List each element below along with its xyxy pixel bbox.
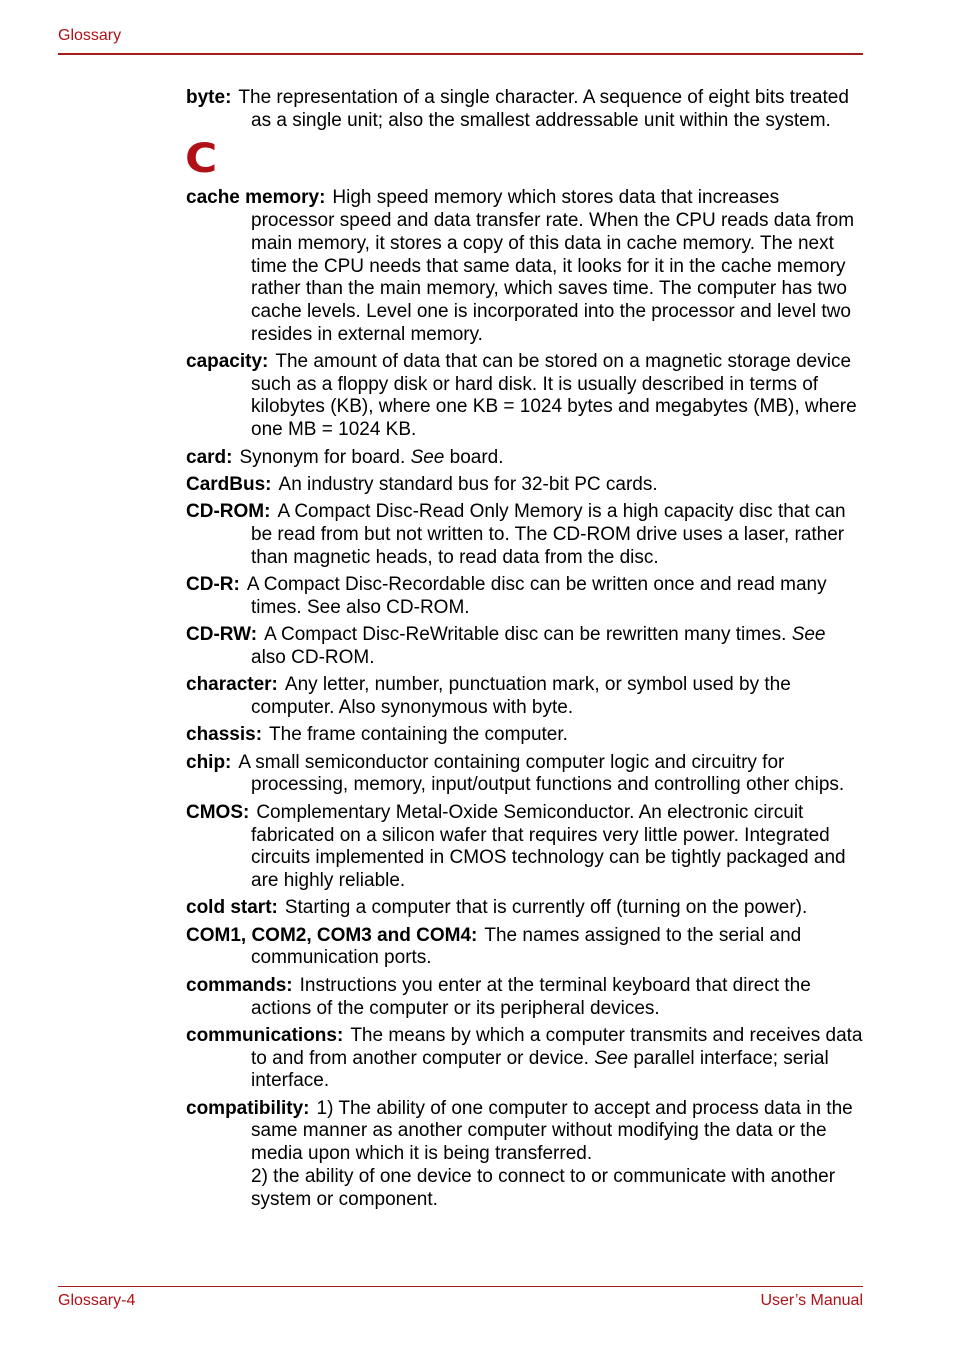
glossary-term: chassis: — [186, 724, 263, 746]
glossary-entry — [186, 474, 863, 497]
glossary-definition: 1) The ability of one computer to accept and process data in the same manner as another computer without modifying the data or the media upon which it is being transferred. — [251, 1097, 853, 1165]
glossary-entry — [186, 624, 863, 669]
glossary-definition: An industry standard bus for 32-bit PC cards. — [278, 473, 658, 495]
glossary-term: CMOS: — [186, 801, 250, 823]
glossary-entry — [186, 802, 863, 893]
glossary-entry — [186, 724, 863, 747]
glossary-entry — [186, 674, 863, 719]
glossary-term: CD-ROM: — [186, 501, 271, 523]
see-reference: See — [791, 624, 826, 646]
glossary-term: byte: — [186, 87, 232, 108]
glossary-definition: The frame containing the computer. — [269, 724, 568, 746]
glossary-entry — [186, 501, 863, 569]
glossary-entry — [186, 1025, 863, 1093]
see-target: parallel interface; serial interface. — [251, 1047, 829, 1092]
glossary-entry — [186, 351, 863, 442]
see-target: also CD-ROM. — [251, 646, 375, 668]
glossary-entry — [186, 574, 863, 619]
glossary-term: chip: — [186, 751, 232, 773]
footer-manual-title: User’s Manual — [760, 1292, 863, 1309]
glossary-term: commands: — [186, 974, 293, 996]
glossary-definition: Complementary Metal-Oxide Semiconductor. An electronic circuit fabricated on a silicon wafer that requires very little power. Integrated circuits implemented in CMOS technology can be tightly packaged and are highly reliable. — [251, 801, 846, 891]
glossary-term: character: — [186, 674, 278, 696]
glossary-entry — [186, 975, 863, 1020]
glossary-entry — [186, 87, 863, 132]
glossary-entries-before — [186, 87, 863, 132]
glossary-term: capacity: — [186, 351, 269, 373]
header-rule — [58, 53, 863, 55]
see-reference: See — [594, 1047, 629, 1069]
glossary-content — [186, 87, 863, 1216]
glossary-definition: Any letter, number, punctuation mark, or symbol used by the computer. Also synonymous with byte. — [251, 674, 791, 718]
see-target: board. — [449, 446, 504, 468]
glossary-entry — [186, 1098, 863, 1212]
glossary-definition: The amount of data that can be stored on a magnetic storage device such as a floppy disk or hard disk. It is usually described in terms of kilobytes (KB), where one KB = 1024 bytes and megabytes (MB), where one MB = 1024 KB. — [251, 351, 857, 441]
glossary-term: compatibility: — [186, 1097, 310, 1119]
glossary-definition: Starting a computer that is currently off (turning on the power). — [284, 897, 808, 919]
glossary-definition-continued: 2) the ability of one device to connect to or communicate with another system or component. — [251, 1165, 836, 1210]
glossary-term: communications: — [186, 1024, 344, 1046]
footer-page-number: Glossary-4 — [58, 1292, 136, 1309]
header-title: Glossary — [58, 27, 122, 44]
glossary-term: COM1, COM2, COM3 and COM4: — [186, 924, 478, 946]
glossary-term: cold start: — [186, 897, 278, 919]
glossary-entry — [186, 447, 863, 470]
glossary-definition: A Compact Disc-ReWritable disc can be rewritten many times. — [264, 624, 787, 646]
glossary-entries — [186, 187, 863, 1211]
glossary-definition: The names assigned to the serial and communication ports. — [251, 924, 802, 969]
glossary-term: cache memory: — [186, 187, 326, 209]
glossary-definition: High speed memory which stores data that increases processor speed and data transfer rate. When the CPU reads data from main memory, it stores a copy of this data in cache memory. The next time the CPU needs that same data, it looks for it in the cache memory rather than the main memory, which saves time. The computer has two cache levels. Level one is incorporated into the processor and level two resides in external memory. — [251, 187, 855, 345]
glossary-term: CardBus: — [186, 473, 272, 495]
glossary-definition: A small semiconductor containing computer logic and circuitry for processing, memory, input/output functions and controlling other chips. — [238, 751, 845, 796]
see-reference: See — [410, 446, 445, 468]
glossary-definition: Instructions you enter at the terminal keyboard that direct the actions of the computer or its peripheral devices. — [251, 974, 811, 1019]
glossary-entry — [186, 187, 863, 346]
footer-rule — [58, 1286, 863, 1287]
glossary-entry — [186, 752, 863, 797]
glossary-definition: The means by which a computer transmits and receives data to and from another computer or device. — [251, 1024, 863, 1069]
glossary-entry — [186, 925, 863, 970]
glossary-entry — [186, 897, 863, 920]
glossary-definition: Synonym for board. — [239, 446, 406, 468]
glossary-term: CD-R: — [186, 574, 240, 596]
section-letter: C — [185, 136, 218, 183]
glossary-term: CD-RW: — [186, 624, 258, 646]
glossary-definition: The representation of a single character. A sequence of eight bits treated as a single unit; also the smallest addressable unit within the system. — [238, 87, 849, 131]
glossary-definition: A Compact Disc-Read Only Memory is a high capacity disc that can be read from but not written to. The CD-ROM drive uses a laser, rather than magnetic heads, to read data from the disc. — [251, 501, 846, 568]
glossary-term: card: — [186, 446, 233, 468]
glossary-definition: A Compact Disc-Recordable disc can be written once and read many times. See also CD-ROM. — [246, 574, 827, 618]
